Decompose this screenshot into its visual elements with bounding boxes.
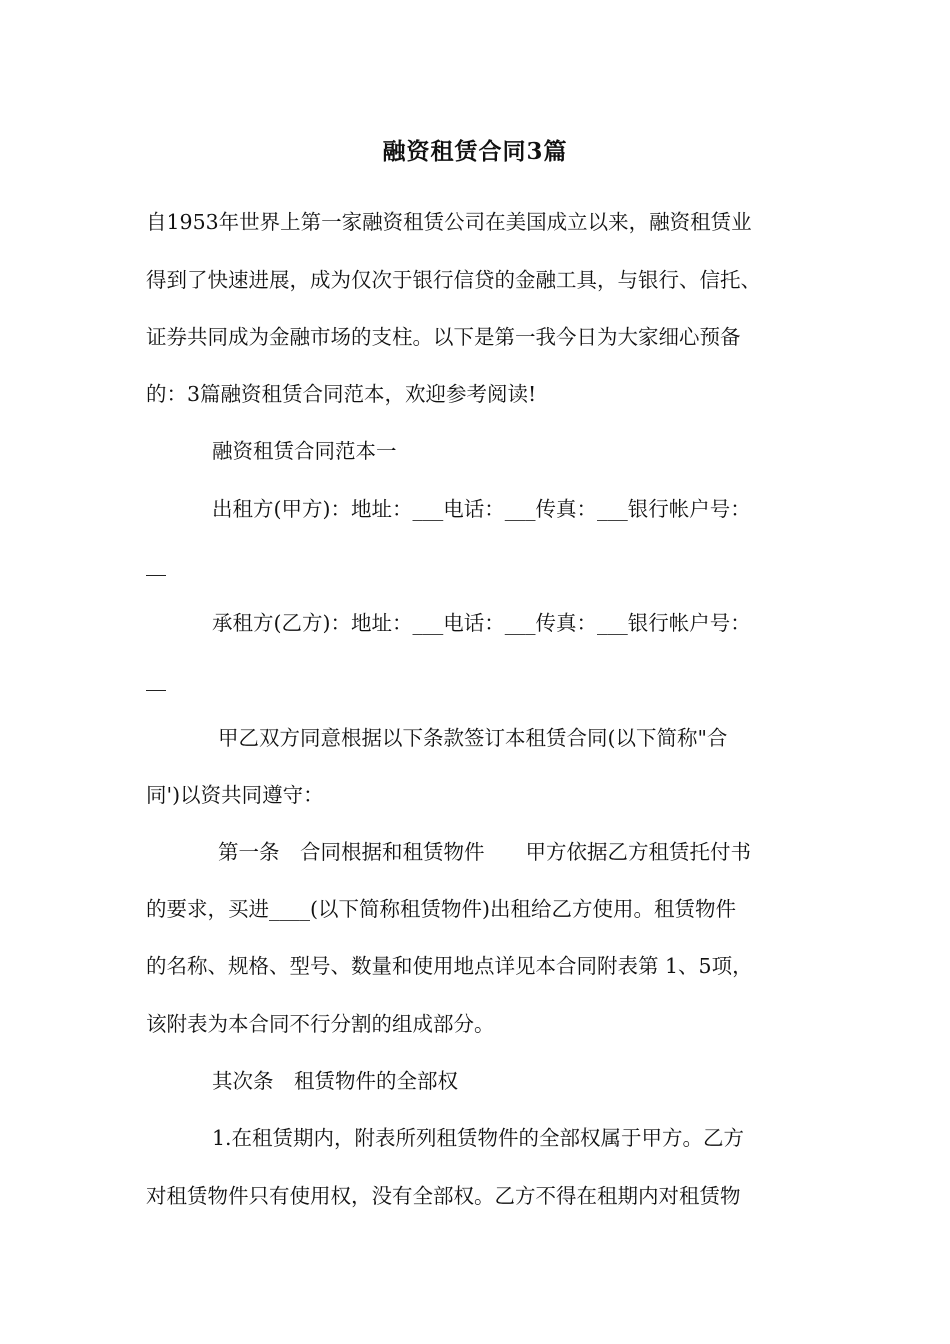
lessor-line: 出租方(甲方)：地址：___电话：___传真：___银行帐户号： (212, 497, 751, 521)
paragraph-line: 得到了快速进展，成为仅次于银行信贷的金融工具，与银行、信托、 (146, 268, 761, 292)
blank-underline (146, 690, 166, 691)
blank-underline (146, 575, 166, 576)
paragraph-line: 1.在租赁期内，附表所列租赁物件的全部权属于甲方。乙方 (212, 1126, 745, 1150)
paragraph-line: 自1953年世界上第一家融资租赁公司在美国成立以来，融资租赁业 (146, 210, 752, 234)
paragraph-line: 该附表为本合同不行分割的组成部分。 (146, 1012, 495, 1036)
section-heading: 融资租赁合同范本一 (212, 439, 397, 463)
lessee-line: 承租方(乙方)：地址：___电话：___传真：___银行帐户号： (212, 611, 751, 635)
article-heading: 其次条 租赁物件的全部权 (212, 1069, 458, 1093)
document-title: 融资租赁合同3篇 (382, 138, 568, 165)
paragraph-line: 甲乙双方同意根据以下条款签订本租赁合同(以下简称"合 (218, 726, 728, 750)
paragraph-line: 证券共同成为金融市场的支柱。以下是第一我今日为大家细心预备 (146, 325, 741, 349)
paragraph-line: 的：3篇融资租赁合同范本，欢迎参考阅读! (146, 382, 537, 406)
paragraph-line: 对租赁物件只有使用权，没有全部权。乙方不得在租期内对租赁物 (146, 1184, 741, 1208)
article-heading: 第一条 合同根据和租赁物件 甲方依据乙方租赁托付书 (218, 840, 751, 864)
paragraph-line: 的名称、规格、型号、数量和使用地点详见本合同附表第 1、5项， (146, 954, 753, 978)
paragraph-line: 的要求，买进____(以下简称租赁物件)出租给乙方使用。租赁物件 (146, 897, 736, 921)
paragraph-line: 同')以资共同遵守： (146, 783, 324, 807)
